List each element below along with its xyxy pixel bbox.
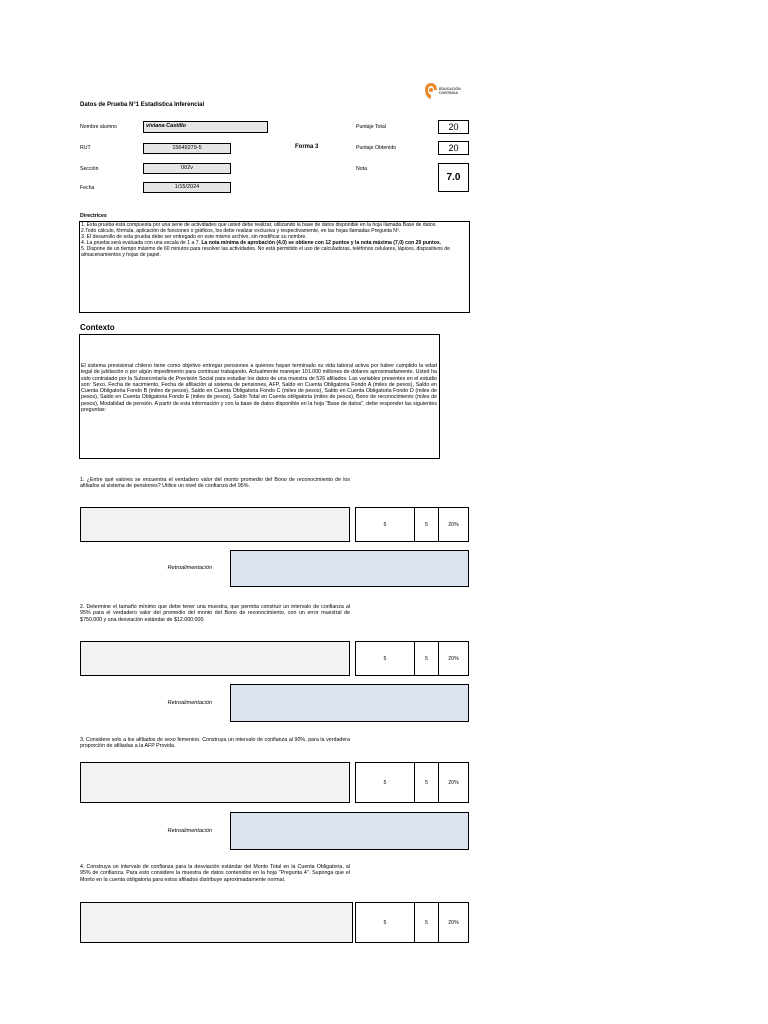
total-score-label: Puntaje Total (356, 124, 386, 130)
total-score-box (438, 120, 469, 134)
question-2-retro-label: Retroalimentación (167, 700, 212, 706)
section-label: Sección (80, 166, 99, 172)
grade-box (438, 163, 469, 192)
directriz-5: 5. Dispone de un tiempo máximo de 60 minutos para resolver las actividades. No está permitido el uso de calculadoras, teléfonos celulares, lápices, dispositivos de almacenamientos y hojas de papel. (81, 245, 450, 258)
directriz-1: 1. Esta prueba está compuesta por una serie de actividades que usted debe realizar, utilizando la base de datos disponible en la hoja llamada Base de datos. (81, 222, 437, 228)
directriz-4-text: 4. La prueba será evaluada con una escala de 1 a 7. (81, 239, 202, 246)
obtained-score-label: Puntaje Obtenido (356, 145, 397, 151)
rut-value: 15649279-5 (172, 145, 202, 151)
question-2-score-a: 5 (355, 641, 415, 676)
directriz-3: 3. El desarrollo de esta prueba debe ser entregado en este mismo archivo, sin modificar su nombre. (81, 233, 307, 240)
question-2-text: 2. Determine el tamaño mínimo que debe tener una muestra, que permita construir un intervalo de confianza al 95% para el verdadero valor del promedio del monto del Bono de reconocimiento, con un error muestral de $750.000 y una desviación estándar de $12.000.000. (80, 604, 350, 623)
question-3-retro-label: Retroalimentación (167, 828, 212, 834)
section-field[interactable] (143, 163, 231, 174)
question-4-percent: 20% (438, 902, 469, 943)
section-value: 002v (181, 165, 193, 171)
question-3-retro-box[interactable] (230, 812, 469, 850)
question-1-answer-area[interactable] (80, 507, 350, 542)
grade-value: 7.0 (446, 172, 461, 183)
question-4-score-b: 5 (414, 902, 439, 943)
obtained-score-value: 20 (448, 143, 459, 153)
question-1-retro-label: Retroalimentación (167, 565, 212, 571)
question-2-retro-box[interactable] (230, 684, 469, 722)
date-label: Fecha (80, 185, 95, 191)
question-3-answer-area[interactable] (80, 762, 350, 803)
question-3-score-a: 5 (355, 762, 415, 803)
question-1-retro-box[interactable] (230, 550, 469, 587)
date-value: 1/15/2024 (174, 184, 200, 190)
directriz-4-bold: La nota mínima de aprobación (4,0) se obtiene con 12 puntos y la nota máxima (7,0) con 20 puntos. (201, 239, 442, 246)
grade-label: Nota (356, 166, 367, 172)
question-1-percent: 20% (438, 507, 469, 542)
institution-logo (424, 82, 468, 100)
question-3-score-b: 5 (414, 762, 439, 803)
question-4-text: 4. Construya un intervalo de confianza para la desviación estándar del Monto Total en la Cuenta Obligatoria, al 95% de confianza. Para esto considere la muestra de datos contenidos en la hoja "Pregunta 4". Suponga que el Monto en la cuenta obligatoria para estos afiliados distribuye aproximadamente normal. (80, 864, 350, 883)
logo-text-line1: EDUCACIÓN (439, 87, 461, 91)
contexto-text: El sistema previsional chileno tiene como objetivo entregar pensiones a quienes hayan terminado su vida laboral activa por haber cumplido la edad legal de jubilación o por algún impedimento para continuar trabajando. Actualmente manejan 101.000 millones de dólares aproximadamente. Usted ha sido contratado por la Subsecretaría de Previsión Social para estudiar los datos de una muestra de 526 afiliados. Las variables presentes en el estudio son: Sexo, Fecha de nacimiento, Fecha de afiliación al sistema de pensiones, AFP, Saldo en Cuenta Obligatoria Fondo A (miles de pesos), Saldo en Cuenta Obligatoria Fondo B (miles de pesos), Saldo en Cuenta Obligatoria Fondo C (miles de pesos), Saldo en Cuenta Obligatoria Fondo D (miles de pesos), Saldo en Cuenta Obligatoria Fondo E (miles de pesos), Saldo Total en Cuenta obligatoria (miles de pesos), Bono de reconocimiento (miles de pesos), Modalidad de pensión. A partir de esta información y con la base de datos disponible en la hoja "Base de datos", debe responder las siguientes preguntas: (81, 363, 437, 414)
question-1-score-b: 5 (414, 507, 439, 542)
logo-icon (424, 82, 438, 100)
name-label: Nombre alumno (80, 124, 117, 130)
page-title: Datos de Prueba N°1 Estadistica Inferencial (80, 102, 205, 108)
question-2-score-b: 5 (414, 641, 439, 676)
obtained-score-box (438, 141, 469, 155)
question-2-answer-area[interactable] (80, 641, 350, 676)
rut-label: RUT (80, 145, 91, 151)
question-1-score-a: 5 (355, 507, 415, 542)
directriz-2: 2.Todo cálculo, fórmula, aplicación de funciones o gráficos, los debe realizar exclusiva y respectivamente, en las hojas llamadas Pregunta Nº. (81, 227, 401, 234)
logo-text-line2: CONTINUA (439, 91, 458, 96)
contexto-title: Contexto (80, 323, 115, 332)
name-field[interactable] (143, 121, 268, 133)
form-label: Forma 3 (295, 144, 319, 150)
question-3-percent: 20% (438, 762, 469, 803)
question-3-text: 3. Considere solo a los afiliados de sexo femenino. Construya un intervalo de confianza al 90%, para la verdadera proporción de afiliadas a la AFP Provida. (80, 737, 350, 750)
question-4-score-a: 5 (355, 902, 415, 943)
name-value: viviana Castillo (146, 123, 187, 129)
directrices-box (79, 221, 470, 313)
directrices-title: Directrices (80, 213, 107, 219)
question-4-answer-area[interactable] (80, 902, 353, 943)
total-score-value: 20 (448, 122, 459, 132)
rut-field[interactable] (143, 143, 231, 154)
date-field[interactable] (143, 182, 231, 193)
contexto-box (79, 334, 440, 459)
question-2-percent: 20% (438, 641, 469, 676)
question-1-text: 1. ¿Entre qué valores se encuentra el verdadero valor del monto promedio del Bono de reconocimiento de los afiliados al sistema de pensiones? Utilice un nivel de confianza del 95%. (80, 477, 350, 490)
